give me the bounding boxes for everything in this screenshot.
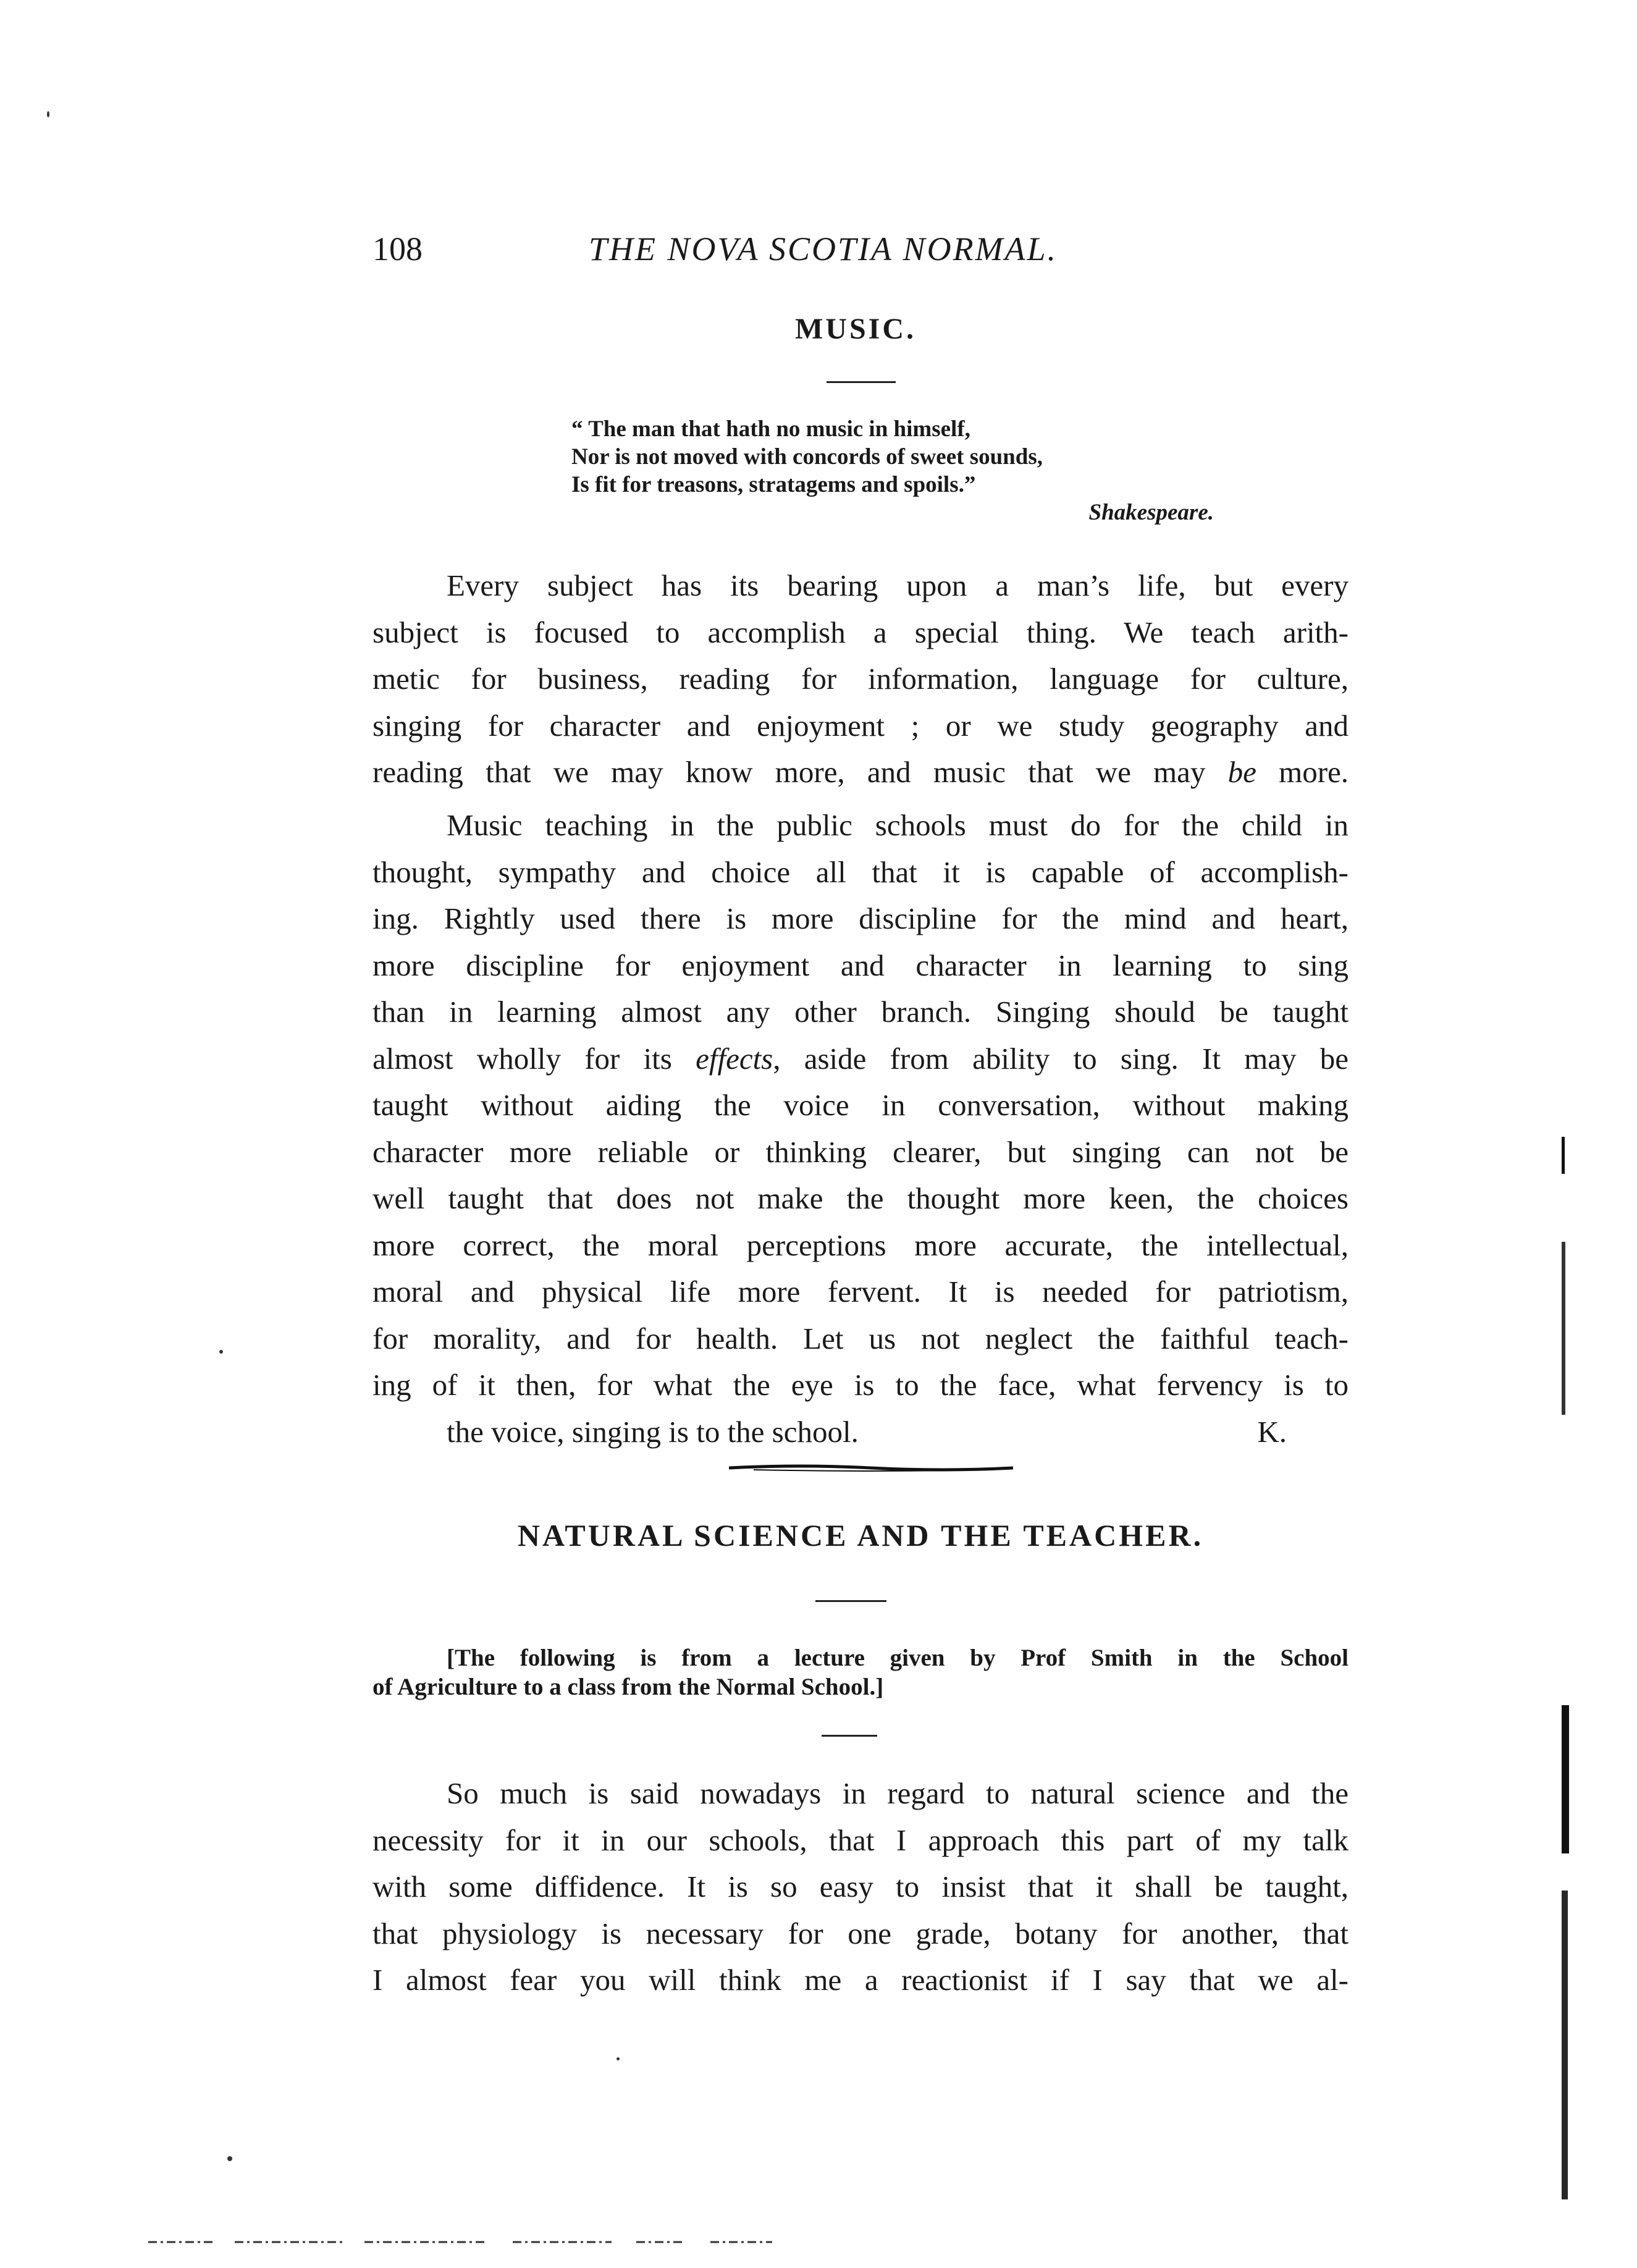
closing-text: the voice, singing is to the school. <box>447 1414 859 1449</box>
text-line: metic for business, reading for information, language for culture, <box>372 662 1349 696</box>
text-line: taught without aiding the voice in conversation, without making <box>372 1088 1349 1122</box>
epigraph-line: Is fit for treasons, stratagems and spoils.” <box>571 472 976 497</box>
text-line: character more reliable or thinking clearer, but singing can not be <box>372 1134 1349 1169</box>
text-line: well taught that does not make the thought more keen, the choices <box>372 1181 1349 1215</box>
text-line: more discipline for enjoyment and character in learning to sing <box>372 948 1349 982</box>
music-article-title: MUSIC. <box>794 313 916 345</box>
epigraph-line: “ The man that hath no music in himself, <box>571 416 970 442</box>
text-line: ing of it then, for what the eye is to the face, what fervency is to <box>372 1368 1349 1402</box>
scan-speck <box>47 111 49 117</box>
text-line: more correct, the moral perceptions more accurate, the intellectual, <box>372 1228 1349 1262</box>
text-line: thought, sympathy and choice all that it is capable of accomplish- <box>372 854 1349 889</box>
scan-speck <box>227 2156 232 2161</box>
scan-edge-artifact <box>1562 1891 1568 2199</box>
note-line: of Agriculture to a class from the Normal School.] <box>372 1674 884 1700</box>
epigraph-attribution: Shakespeare. <box>1088 500 1214 525</box>
music-paragraph-1 <box>372 562 1349 796</box>
scan-edge-artifact <box>142 2240 785 2245</box>
note-line: [The following is from a lecture given by Prof Smith in the School <box>447 1645 1349 1671</box>
text-line: Music teaching in the public schools must do for the child in <box>447 808 1349 842</box>
title-rule <box>815 1600 886 1602</box>
text-line: singing for character and enjoyment ; or we study geography and <box>372 708 1349 743</box>
scan-speck <box>219 1350 223 1354</box>
science-paragraph-1 <box>372 1770 1349 2004</box>
scan-edge-artifact <box>1562 1705 1569 1853</box>
text-line: subject is focused to accomplish a special thing. We teach arith- <box>372 615 1349 649</box>
text-line: I almost fear you will think me a reactionist if I say that we al- <box>372 1963 1349 1997</box>
text-line: Every subject has its bearing upon a man’s life, but every <box>447 568 1349 602</box>
text-line: ing. Rightly used there is more discipline for the mind and heart, <box>372 901 1349 935</box>
text-line: for morality, and for health. Let us not neglect the faithful teach- <box>372 1321 1349 1355</box>
author-signature: K. <box>1257 1414 1287 1449</box>
text-line: necessity for it in our schools, that I approach this part of my talk <box>372 1823 1349 1857</box>
running-title: THE NOVA SCOTIA NORMAL. <box>589 230 1058 268</box>
text-line: moral and physical life more fervent. It is needed for patriotism, <box>372 1275 1349 1309</box>
text-line: almost wholly for its effects, aside from ability to sing. It may be <box>372 1041 1349 1076</box>
text-line: So much is said nowadays in regard to natural science and the <box>447 1776 1349 1810</box>
page-header <box>372 230 1336 273</box>
page-number: 108 <box>372 230 423 268</box>
ornamental-divider <box>729 1463 1013 1473</box>
note-rule <box>822 1735 877 1737</box>
scan-edge-artifact <box>1562 1242 1565 1415</box>
editor-note <box>372 1643 1349 1701</box>
text-line: that physiology is necessary for one grade, botany for another, that <box>372 1916 1349 1950</box>
title-rule <box>827 381 896 383</box>
music-paragraph-2 <box>372 802 1349 1455</box>
text-line: than in learning almost any other branch. Singing should be taught <box>372 995 1349 1029</box>
closing-line <box>372 1409 1349 1456</box>
science-article-title: NATURAL SCIENCE AND THE TEACHER. <box>517 1518 1204 1553</box>
scan-speck <box>617 2057 620 2060</box>
epigraph <box>571 415 1220 526</box>
scan-edge-artifact <box>1562 1137 1565 1174</box>
text-line: with some diffidence. It is so easy to insist that it shall be taught, <box>372 1870 1349 1903</box>
epigraph-line: Nor is not moved with concords of sweet sounds, <box>571 444 1043 470</box>
text-line: reading that we may know more, and music that we may be more. <box>372 755 1349 789</box>
